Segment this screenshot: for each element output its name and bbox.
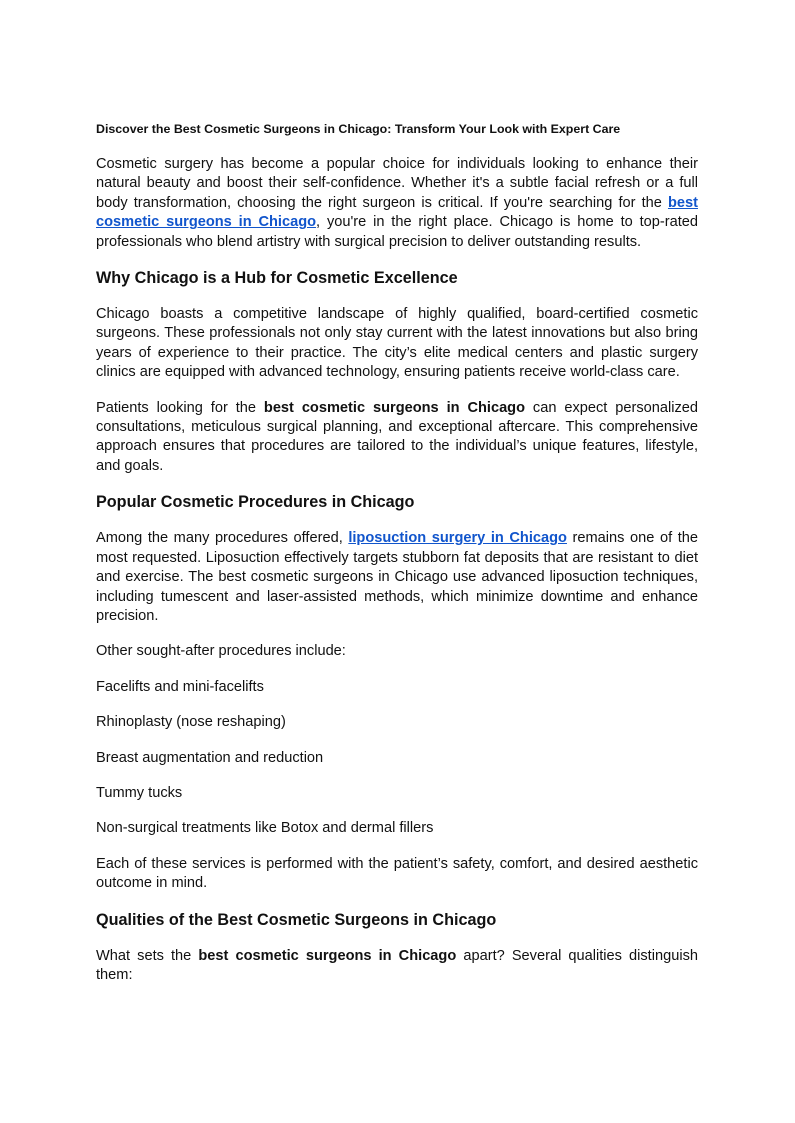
document-page <box>96 121 698 1001</box>
qualities-paragraph-after: apart? Several qualities distinguish them: <box>96 947 698 983</box>
document-title: Discover the Best Cosmetic Surgeons in Chicago: Transform Your Look with Expert Care <box>96 122 621 136</box>
list-item: Non-surgical treatments like Botox and dermal fillers <box>96 820 434 837</box>
section-heading-qualities: Qualities of the Best Cosmetic Surgeons in Chicago <box>96 910 497 929</box>
hub-paragraph-1: Chicago boasts a competitive landscape of highly qualified, board-certified cosmetic surgeons. These professionals not only stay current with the latest innovations but also bring years of experience to their practice. The city’s elite medical centers and plastic surgery clinics are equipped with advanced technology, ensuring patients receive world-class care. <box>96 306 698 381</box>
list-item: Breast augmentation and reduction <box>96 749 324 766</box>
qualities-paragraph-bold: best cosmetic surgeons in Chicago <box>198 947 457 964</box>
list-item: Facelifts and mini-facelifts <box>96 678 264 695</box>
intro-paragraph <box>96 155 698 252</box>
list-item: Rhinoplasty (nose reshaping) <box>96 714 286 731</box>
section-heading-procedures: Popular Cosmetic Procedures in Chicago <box>96 493 415 512</box>
procedures-paragraph-1 <box>96 529 698 626</box>
procedures-closing: Each of these services is performed with the patient’s safety, comfort, and desired aesthetic outcome in mind. <box>96 855 698 892</box>
intro-text-before: Cosmetic surgery has become a popular choice for individuals looking to enhance their natural beauty and boost their self-confidence. Whether it's a subtle facial refresh or a full body transformation, choosing the right surgeon is critical. If you're searching for the <box>96 156 698 211</box>
hub-paragraph-2-before: Patients looking for the <box>96 399 264 416</box>
procedures-paragraph-1-after: remains one of the most requested. Liposuction effectively targets stubborn fat deposits that are resistant to diet and exercise. The best cosmetic surgeons in Chicago use advanced liposuction techniques, including tumescent and laser-assisted methods, which minimize downtime and enhance precision. <box>96 530 698 624</box>
hub-paragraph-2 <box>96 399 698 477</box>
best-surgeons-link[interactable]: best cosmetic surgeons in Chicago <box>96 194 698 231</box>
procedures-list-intro: Other sought-after procedures include: <box>96 643 346 660</box>
hub-paragraph-2-bold: best cosmetic surgeons in Chicago <box>263 399 526 416</box>
list-item: Tummy tucks <box>96 784 183 801</box>
qualities-paragraph <box>96 947 698 986</box>
intro-text-after: , you're in the right place. Chicago is home to top-rated professionals who blend artistry with surgical precision to deliver outstanding results. <box>96 214 698 250</box>
procedures-paragraph-1-before: Among the many procedures offered, <box>96 530 349 547</box>
qualities-paragraph-before: What sets the <box>96 947 199 964</box>
hub-paragraph-2-after: can expect personalized consultations, meticulous surgical planning, and exceptional aftercare. This comprehensive approach ensures that procedures are tailored to the individual’s unique features, lifestyle, and goals. <box>96 399 698 474</box>
section-heading-hub: Why Chicago is a Hub for Cosmetic Excellence <box>96 269 458 288</box>
liposuction-link[interactable]: liposuction surgery in Chicago <box>348 530 567 547</box>
